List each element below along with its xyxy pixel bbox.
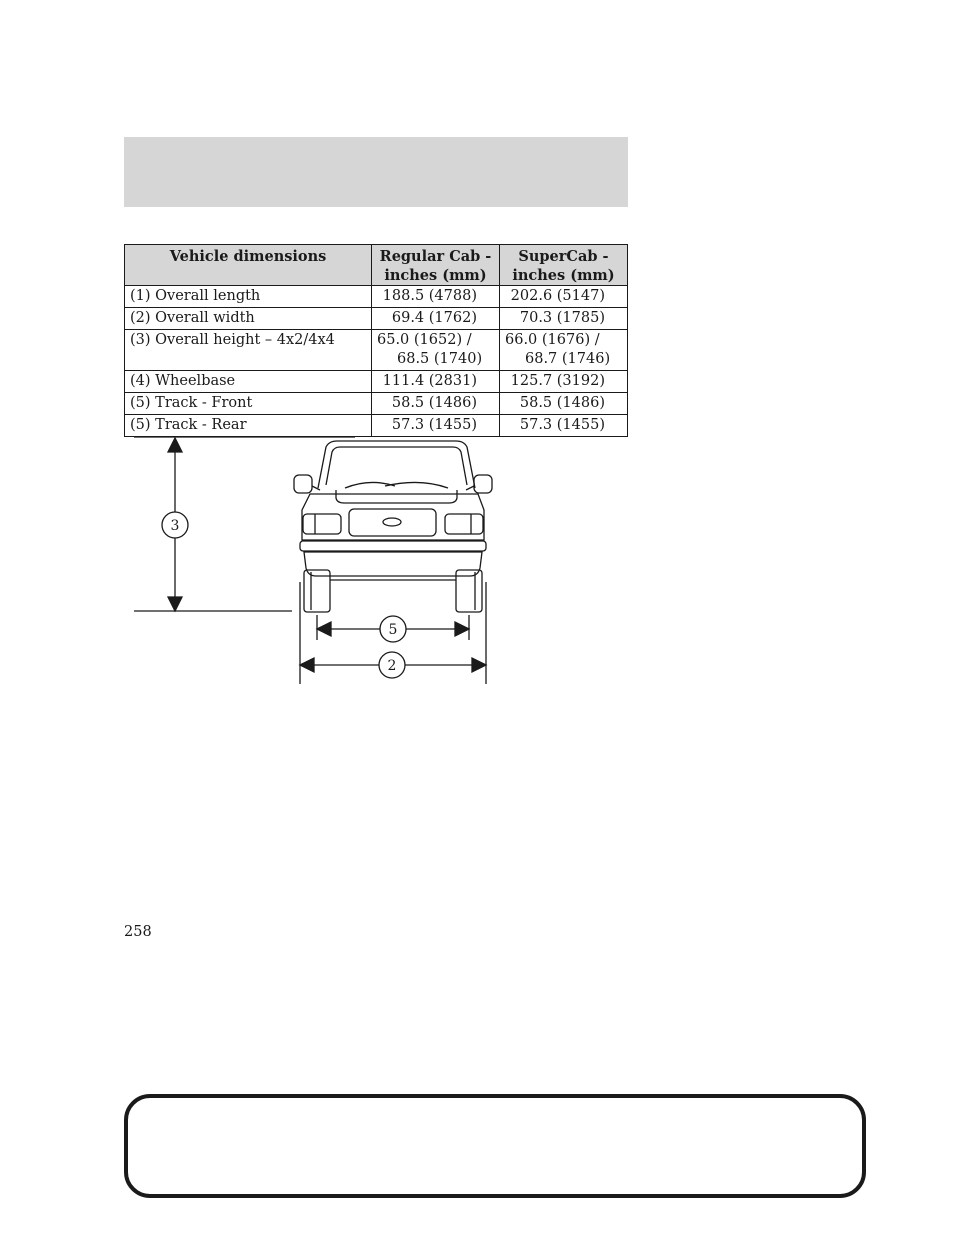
truck-rear-window [326,447,467,485]
regular-cab-value: 69.4 (1762) [372,308,500,330]
regular-cab-value: 188.5 (4788) [372,286,500,308]
page-number: 258 [124,924,152,940]
regular-cab-value: 111.4 (2831) [372,371,500,393]
row-label: (2) Overall width [125,308,372,330]
row-label: (5) Track - Rear [125,415,372,437]
supercab-value: 125.7 (3192) [500,371,628,393]
row-label: (5) Track - Front [125,393,372,415]
left-mirror [294,475,312,493]
track-callout-label: 5 [388,622,398,638]
supercab-value-4x4: 68.7 (1746) [525,351,611,367]
regular-cab-value: 58.5 (1486) [372,393,500,415]
header-supercab: SuperCab - inches (mm) [500,245,628,286]
track-arrow-left-icon [317,622,331,636]
regular-cab-value-4x4: 68.5 (1740) [397,351,483,367]
emblem-icon [383,518,401,526]
header-regular-cab: Regular Cab - inches (mm) [372,245,500,286]
tailgate-panel [349,509,436,536]
supercab-value: 202.6 (5147) [500,286,628,308]
regular-cab-value-4x2: 65.0 (1652) / [377,332,472,348]
width-arrow-right-icon [472,658,486,672]
track-arrow-right-icon [455,622,469,636]
supercab-value: 70.3 (1785) [500,308,628,330]
height-callout-label: 3 [170,518,180,534]
rear-bumper [300,541,486,551]
width-callout-label: 2 [387,658,397,674]
left-tail-light [303,514,341,534]
right-tail-light [445,514,483,534]
supercab-value: 58.5 (1486) [500,393,628,415]
supercab-value: 57.3 (1455) [500,415,628,437]
truck-tailgate [302,494,484,540]
regular-cab-value: 57.3 (1455) [372,415,500,437]
height-arrow-down-icon [168,597,182,611]
supercab-value-4x2: 66.0 (1676) / [505,332,600,348]
width-arrow-left-icon [300,658,314,672]
header-vehicle-dimensions: Vehicle dimensions [125,245,372,286]
truck-cab-outline [318,441,475,488]
truck-illustration [294,441,492,612]
row-label: (1) Overall length [125,286,372,308]
right-mirror [474,475,492,493]
row-label: (4) Wheelbase [125,371,372,393]
height-arrow-up-icon [168,438,182,452]
row-label: (3) Overall height – 4x2/4x4 [125,330,372,371]
footer-box [124,1094,866,1198]
